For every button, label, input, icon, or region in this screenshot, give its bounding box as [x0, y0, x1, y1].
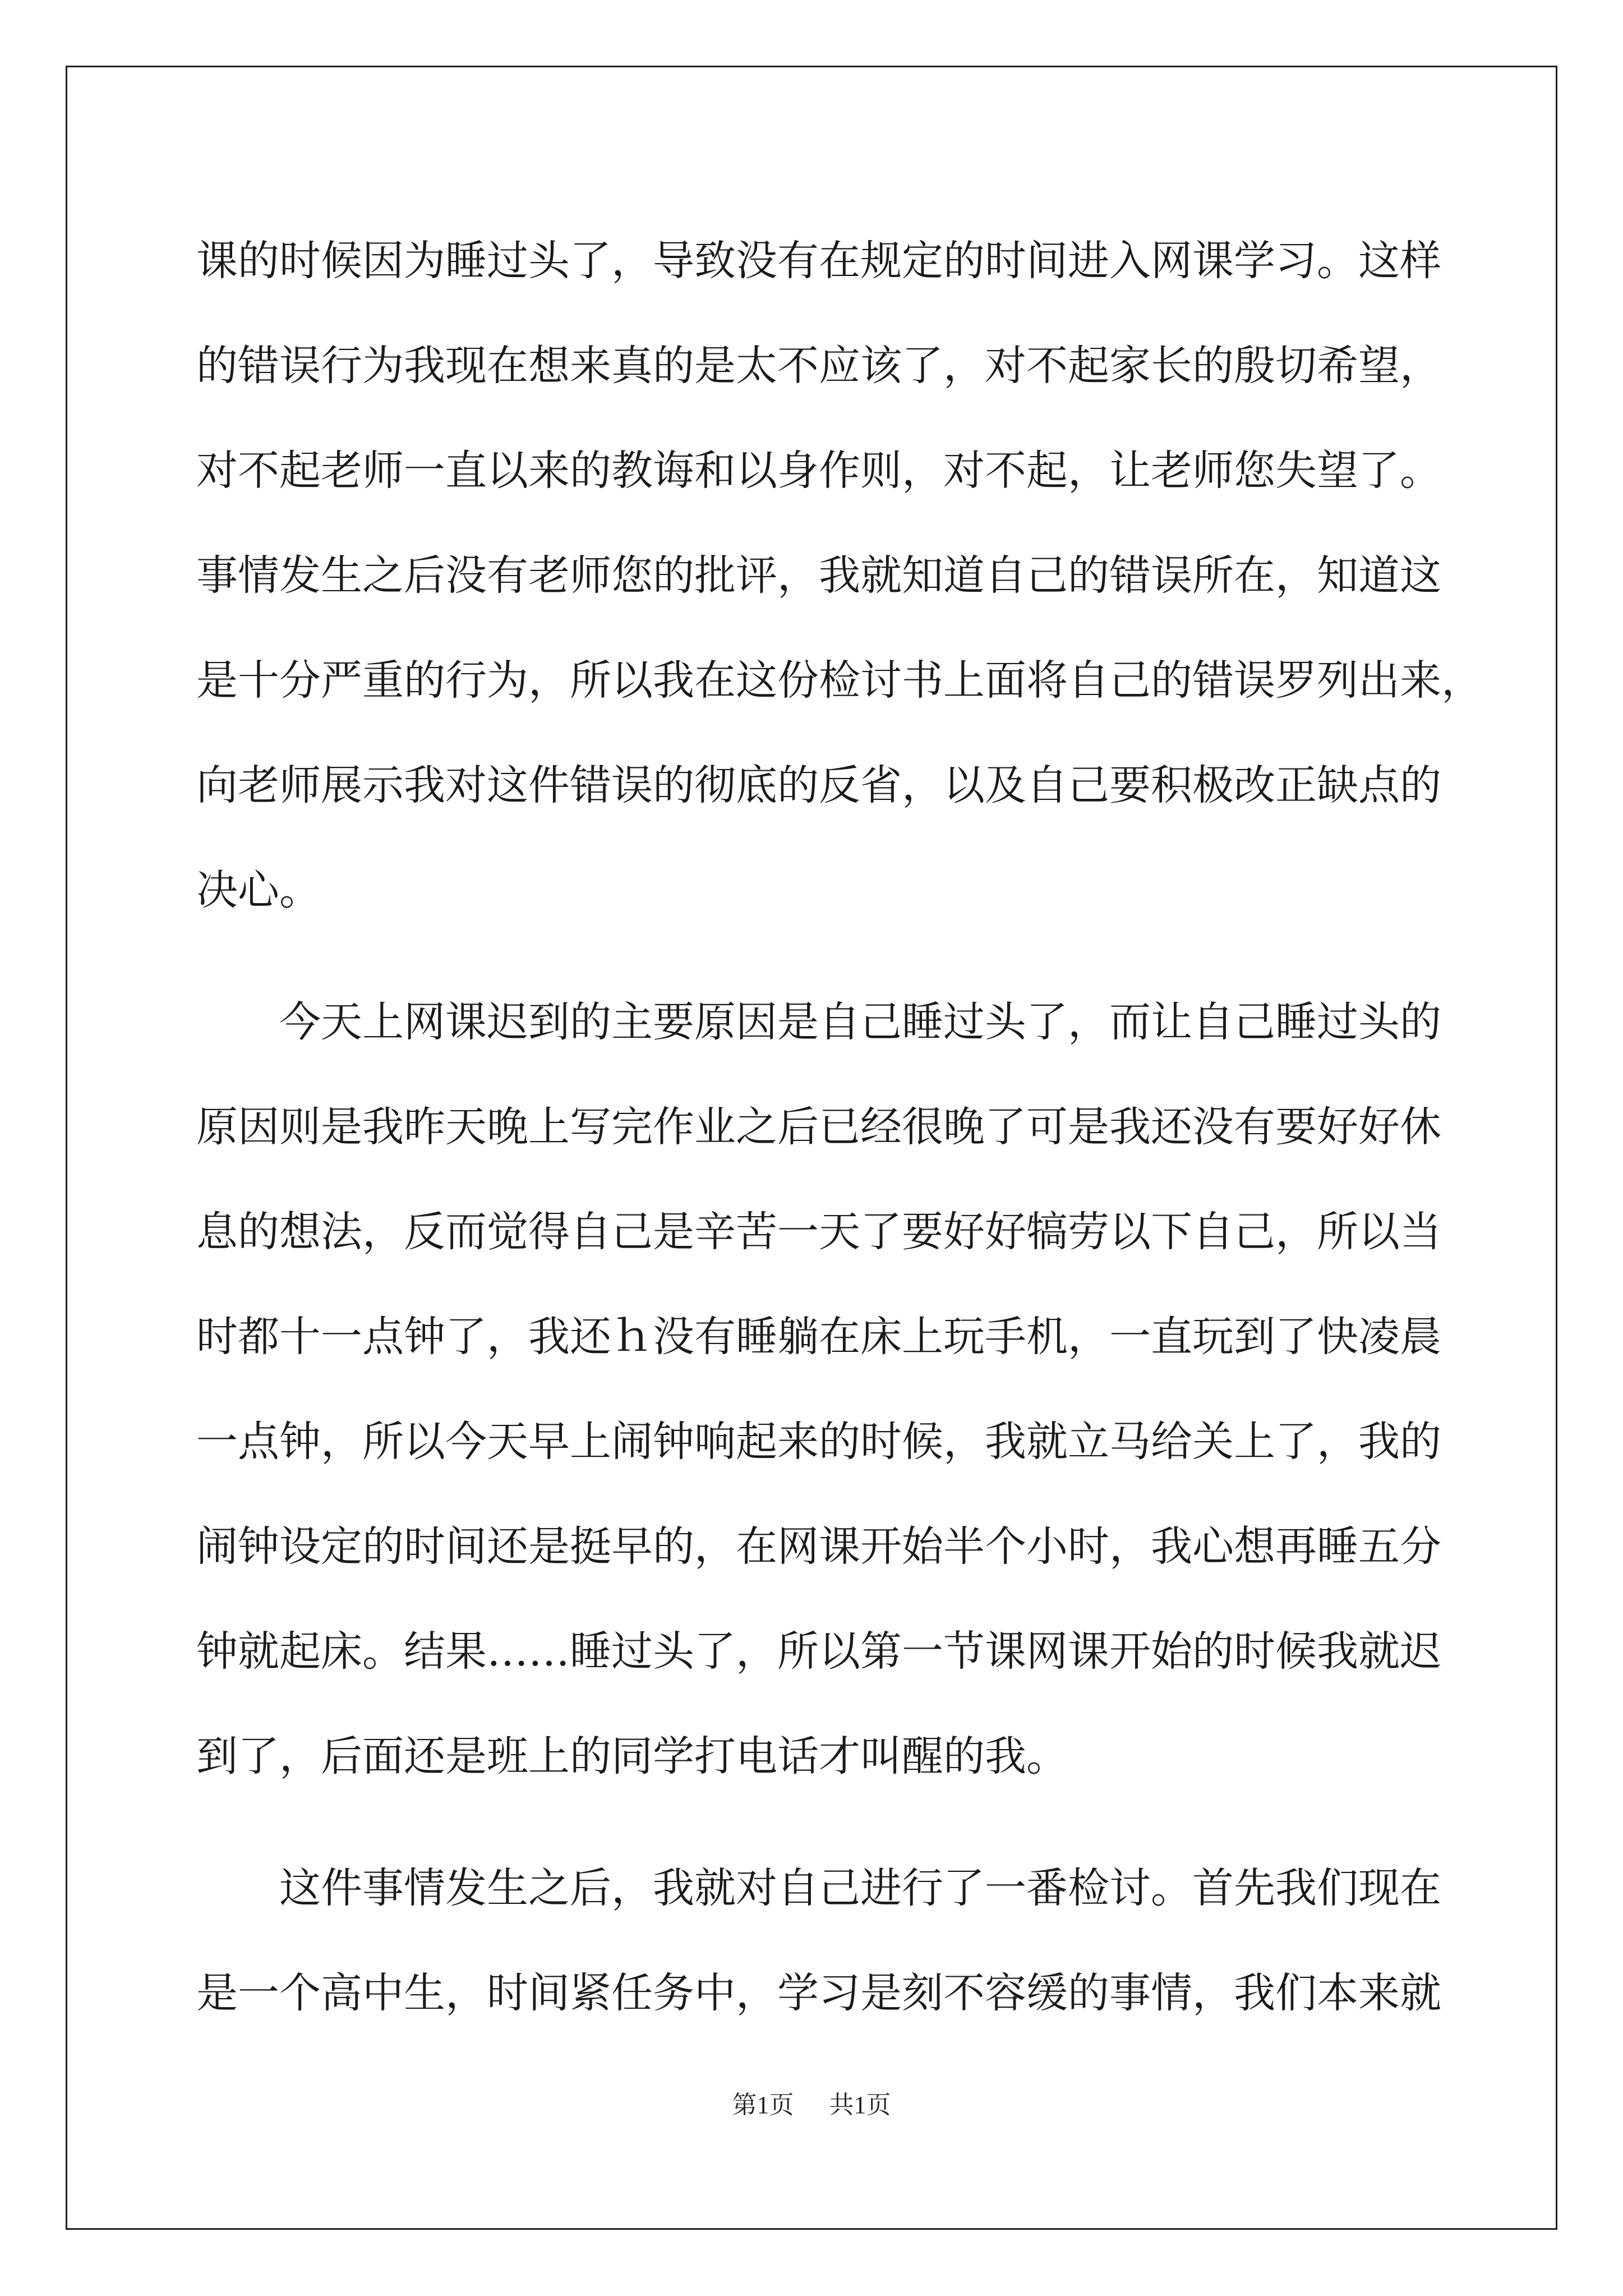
text-line: 是十分严重的行为，所以我在这份检讨书上面将自己的错误罗列出来，	[196, 656, 1483, 705]
text-line: 到了，后面还是班上的同学打电话才叫醒的我。	[196, 1732, 1068, 1780]
document-body	[196, 209, 1483, 2046]
text-line: 对不起老师一直以来的教诲和以身作则，对不起，让老师您失望了。	[196, 447, 1441, 495]
text-line: 钟就起床。结果……睡过头了，所以第一节课网课开始的时候我就迟	[196, 1627, 1441, 1676]
text-line: 一点钟，所以今天早上闹钟响起来的时候，我就立马给关上了，我的	[196, 1418, 1441, 1466]
text-line: 的错误行为我现在想来真的是太不应该了，对不起家长的殷切希望，	[196, 342, 1441, 390]
paragraph-first-line: 这件事情发生之后，我就对自己进行了一番检讨。首先我们现在	[196, 1864, 1441, 1912]
page-number: 第1页	[732, 2091, 794, 2119]
text-line: 原因则是我昨天晚上写完作业之后已经很晚了可是我还没有要好好休	[196, 1103, 1441, 1151]
text-line: 息的想法，反而觉得自己是辛苦一天了要好好犒劳以下自己，所以当	[196, 1208, 1441, 1256]
paragraph-first-line: 今天上网课迟到的主要原因是自己睡过头了，而让自己睡过头的	[196, 998, 1441, 1046]
text-line: 时都十一点钟了，我还ｈ没有睡躺在床上玩手机，一直玩到了快凌晨	[196, 1313, 1441, 1361]
text-line: 决心。	[196, 866, 321, 914]
page-total: 共1页	[829, 2091, 891, 2119]
text-line: 课的时候因为睡过头了，导致没有在规定的时间进入网课学习。这样	[196, 237, 1441, 285]
text-line: 向老师展示我对这件错误的彻底的反省，以及自己要积极改正缺点的	[196, 761, 1441, 809]
text-line: 事情发生之后没有老师您的批评，我就知道自己的错误所在，知道这	[196, 551, 1441, 600]
text-line: 闹钟设定的时间还是挺早的，在网课开始半个小时，我心想再睡五分	[196, 1522, 1441, 1571]
text-line: 是一个高中生，时间紧任务中，学习是刻不容缓的事情，我们本来就	[196, 1969, 1441, 2017]
page-footer	[0, 2085, 1623, 2120]
